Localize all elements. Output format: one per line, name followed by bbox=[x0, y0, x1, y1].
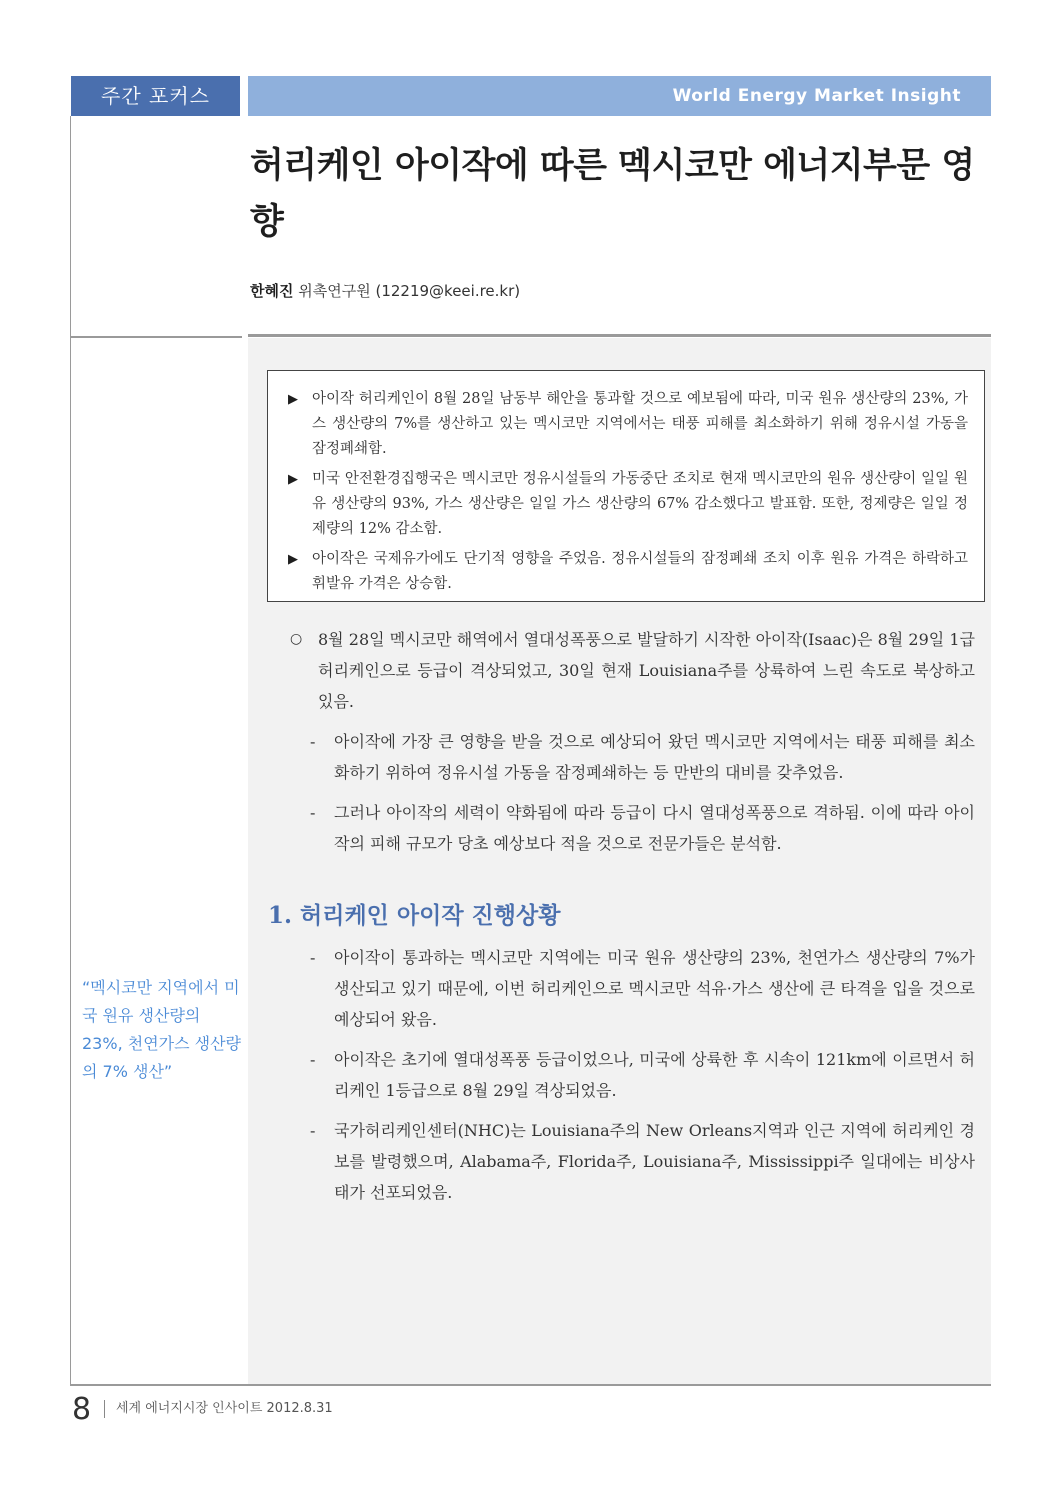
list-item bbox=[288, 1044, 975, 1106]
summary-box bbox=[267, 370, 985, 602]
dash-bullet-icon: - bbox=[310, 948, 316, 967]
left-rule bbox=[70, 116, 71, 1386]
arrow-bullet-icon: ▶ bbox=[288, 392, 298, 407]
page-number: 8 bbox=[72, 1392, 92, 1427]
dash-bullet-icon: - bbox=[310, 1050, 316, 1069]
list-item bbox=[288, 1115, 975, 1208]
summary-text: 미국 안전환경집행국은 멕시코만 정유시설들의 가동중단 조치로 현재 멕시코만의 원유 생산량이 일일 원유 생산량의 93%, 가스 생산량은 일일 가스 생산량의 67% 감소했다고 발표함. 또한, 정제량은 일일 정제량의 12% 감소함. bbox=[312, 471, 968, 537]
article-title: 허리케인 아이작에 따른 멕시코만 에너지부문 영향 bbox=[250, 146, 975, 242]
section-heading: 1. 허리케인 아이작 진행상황 bbox=[268, 902, 561, 929]
byline bbox=[250, 280, 520, 301]
header-bar bbox=[248, 76, 991, 116]
circle-bullet-icon: ○ bbox=[290, 631, 303, 647]
list-item-text: 아이작에 가장 큰 영향을 받을 것으로 예상되어 왔던 멕시코만 지역에서는 태풍 피해를 최소화하기 위하여 정유시설 가동을 잠정폐쇄하는 등 만반의 대비를 갖추었음. bbox=[334, 732, 975, 782]
list-item bbox=[288, 726, 975, 788]
footer-separator bbox=[104, 1400, 105, 1418]
author-name: 한혜진 bbox=[250, 282, 294, 300]
summary-text: 아이작 허리케인이 8월 28일 남동부 해안을 통과할 것으로 예보됨에 따라, 미국 원유 생산량의 23%, 가스 생산량의 7%를 생산하고 있는 멕시코만 지역에서는 태풍 피해를 최소화하기 위해 정유시설 가동을 잠정폐쇄함. bbox=[312, 391, 968, 457]
footer-publication: 세계 에너지시장 인사이트 2012.8.31 bbox=[116, 1401, 333, 1416]
author-info: 위촉연구원 (12219@keei.re.kr) bbox=[298, 282, 521, 300]
article-body bbox=[268, 624, 975, 1208]
list-item bbox=[288, 797, 975, 859]
dash-bullet-icon: - bbox=[310, 732, 316, 751]
pull-quote: “멕시코만 지역에서 미국 원유 생산량의 23%, 천연가스 생산량의 7% 생산” bbox=[82, 978, 242, 1081]
list-item-text: 아이작은 초기에 열대성폭풍 등급이었으나, 미국에 상륙한 후 시속이 121km에 이르면서 허리케인 1등급으로 8월 29일 격상되었음. bbox=[334, 1050, 975, 1100]
summary-item bbox=[284, 387, 968, 462]
arrow-bullet-icon: ▶ bbox=[288, 552, 298, 567]
arrow-bullet-icon: ▶ bbox=[288, 472, 298, 487]
dash-bullet-icon: - bbox=[310, 803, 316, 822]
summary-text: 아이작은 국제유가에도 단기적 영향을 주었음. 정유시설들의 잠정폐쇄 조치 이후 원유 가격은 하락하고 휘발유 가격은 상승함. bbox=[312, 551, 968, 592]
summary-item bbox=[284, 547, 968, 597]
dash-bullet-icon: - bbox=[310, 1121, 316, 1140]
footer-rule bbox=[70, 1384, 991, 1386]
intro-text: 8월 28일 멕시코만 해역에서 열대성폭풍으로 발달하기 시작한 아이작(Isaac)은 8월 29일 1급 허리케인으로 등급이 격상되었고, 30일 현재 Louisiana주를 상륙하여 느린 속도로 북상하고 있음. bbox=[318, 630, 975, 711]
intro-paragraph bbox=[288, 624, 975, 717]
divider-left bbox=[70, 336, 242, 338]
list-item-text: 국가허리케인센터(NHC)는 Louisiana주의 New Orleans지역과 인근 지역에 허리케인 경보를 발령했으며, Alabama주, Florida주, Louisiana주, Mississippi주 일대에는 비상사태가 선포되었음. bbox=[334, 1121, 975, 1202]
section-tag: 주간 포커스 bbox=[71, 76, 240, 116]
list-item-text: 그러나 아이작의 세력이 약화됨에 따라 등급이 다시 열대성폭풍으로 격하됨. 이에 따라 아이작의 피해 규모가 당초 예상보다 적을 것으로 전문가들은 분석함. bbox=[334, 803, 975, 853]
list-item bbox=[288, 942, 975, 1035]
divider-right bbox=[248, 334, 991, 337]
summary-item bbox=[284, 467, 968, 542]
list-item-text: 아이작이 통과하는 멕시코만 지역에는 미국 원유 생산량의 23%, 천연가스 생산량의 7%가 생산되고 있기 때문에, 이번 허리케인으로 멕시코만 석유·가스 생산에 큰 타격을 입을 것으로 예상되어 왔음. bbox=[334, 948, 975, 1029]
publication-brand: World Energy Market Insight bbox=[672, 86, 961, 106]
